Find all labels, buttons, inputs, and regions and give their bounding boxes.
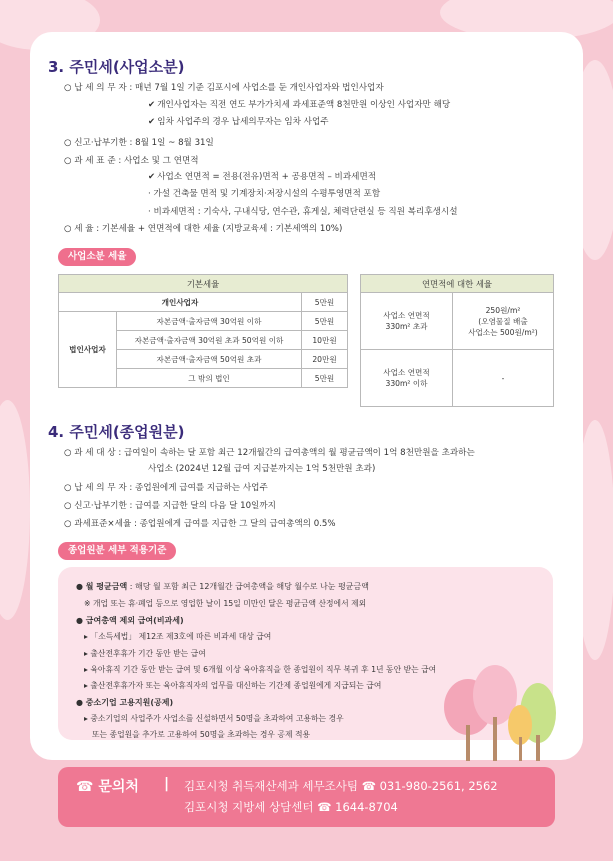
excl-title: ● 급여총액 제외 급여(비과세) (76, 616, 184, 625)
corp-row-label: 자본금액·출자금액 30억원 이하 (117, 312, 302, 331)
check-icon: ✔ (148, 172, 156, 182)
standard-text: 사업소 및 그 연면적 (124, 156, 199, 166)
sme-title: ● 중소기업 고용지원(공제) (76, 698, 174, 707)
avg-note: ※ 개업 또는 휴·폐업 등으로 영업한 날이 15일 미만인 달은 평균금액 산정에서 제외 (84, 599, 367, 608)
excl-item: ▸ 출산전후휴가자 또는 육아휴직자의 업무를 대신하는 기간제 종업원에게 지급되는 급여 (84, 681, 382, 690)
target-label: ○ 과 세 대 상 : (64, 448, 124, 458)
area-row1-label-b: 330m² 초과 (385, 322, 428, 331)
blossom-decoration (0, 400, 30, 620)
standard-label: ○ 과 세 표 준 : (64, 156, 124, 166)
contact-line-1: 김포시청 취득재산세과 세무조사팀 ☎ 031-980-2561, 2562 (184, 779, 498, 793)
area-row2-label-a: 사업소 연면적 (383, 368, 430, 377)
basic-rate-header: 기본세율 (59, 275, 348, 293)
excl-item: ▸ 육아휴직 기간 동안 받는 급여 및 6개월 이상 육아휴직을 한 종업원이 직무 복귀 후 1년 동안 받는 급여 (84, 665, 437, 674)
area-row2-label-b: 330m² 이하 (385, 379, 428, 388)
tree-illustration (440, 665, 570, 765)
area-row1-value (453, 293, 554, 350)
taxpayer-note-2-text: 임차 사업주의 경우 납세의무자는 임차 사업주 (157, 117, 329, 127)
excl-item: ▸ 출산전후휴가 기간 동안 받는 급여 (84, 649, 206, 658)
standard-note-3: · 비과세면적 : 기숙사, 구내식당, 연수관, 휴게실, 체력단련실 등 직원 복리후생시설 (148, 207, 458, 217)
excl-item: ▸ 「소득세법」 제12조 제3호에 따른 비과세 대상 급여 (84, 632, 272, 641)
rate-pill: 사업소분 세율 (58, 248, 136, 266)
criteria-pill: 종업원분 세부 적용기준 (58, 542, 176, 560)
corp-row-label: 그 밖의 법인 (117, 369, 302, 388)
section4-period: ○ 신고·납부기한 : 급여를 지급한 달의 다음 달 10일까지 (64, 501, 276, 511)
check-icon: ✔ (148, 117, 156, 127)
sme-text-1: ▸ 중소기업의 사업주가 사업소를 신설하면서 50명을 초과하여 고용하는 경우 (84, 714, 344, 723)
corp-row-value: 5만원 (302, 369, 348, 388)
avg-line (76, 581, 369, 593)
standard-note-2: · 가설 건축물 면적 및 기계장치·저장시설의 수평투영면적 포함 (148, 189, 381, 199)
section4-title: 4. 주민세(종업원분) (48, 423, 185, 441)
section3-standard (64, 155, 199, 167)
basic-rate-table (58, 274, 348, 388)
standard-note-1-text: 사업소 연면적 = 전용(전유)면적 + 공용면적 – 비과세면적 (157, 172, 377, 182)
corp-row-label: 자본금액·출자금액 50억원 초과 (117, 350, 302, 369)
corp-row-value: 5만원 (302, 312, 348, 331)
standard-note-1 (148, 171, 376, 183)
check-icon: ✔ (148, 100, 156, 110)
area-row2-label (361, 350, 453, 407)
individual-value: 5만원 (302, 293, 348, 312)
area-rate-header: 연면적에 대한 세율 (361, 275, 554, 293)
section4-standard: ○ 과세표준×세율 : 종업원에게 급여를 지급한 그 달의 급여총액의 0.5% (64, 519, 336, 529)
contact-bar (58, 767, 555, 827)
section3-rate: ○ 세 율 : 기본세율 + 연면적에 대한 세율 (지방교육세 : 기본세액의 10%) (64, 224, 343, 234)
taxpayer-note-2 (148, 116, 329, 128)
taxpayer-note-1 (148, 99, 450, 111)
area-row1-label-a: 사업소 연면적 (383, 311, 430, 320)
contact-divider: | (164, 776, 170, 792)
taxpayer-label: ○ 납 세 의 무 자 : (64, 83, 136, 93)
section4-target-2: 사업소 (2024년 12월 급여 지급분까지는 1억 5천만원 초과) (148, 464, 376, 474)
area-row1-value-b: (오염물질 배출 (478, 316, 528, 326)
taxpayer-text: 매년 7월 1일 기준 김포시에 사업소를 둔 개인사업자와 법인사업자 (135, 83, 384, 93)
target-text: 급여일이 속하는 달 포함 최근 12개월간의 급여총액의 월 평균금액이 1억 8천만원을 초과하는 (124, 448, 475, 458)
individual-label: 개인사업자 (59, 293, 302, 312)
area-rate-table (360, 274, 554, 407)
corp-row-label: 자본금액·출자금액 30억원 초과 50억원 이하 (117, 331, 302, 350)
taxpayer-note-1-text: 개인사업자는 직전 연도 부가가치세 과세표준액 8천만원 이상인 사업자만 해당 (157, 100, 451, 110)
corp-row-value: 10만원 (302, 331, 348, 350)
section4-taxpayer: ○ 납 세 의 무 자 : 종업원에게 급여를 지급하는 사업주 (64, 483, 268, 493)
avg-title: ● 월 평균금액 (76, 582, 128, 591)
sme-text-2: 또는 종업원을 추가로 고용하여 50명을 초과하는 경우 공제 적용 (92, 730, 311, 739)
section3-taxpayer (64, 82, 384, 94)
section3-title: 3. 주민세(사업소분) (48, 58, 185, 76)
corp-row-value: 20만원 (302, 350, 348, 369)
area-row1-value-a: 250원/m² (485, 305, 521, 315)
avg-text: : 해당 월 포함 최근 12개월간 급여총액을 해당 월수로 나눈 평균금액 (127, 582, 369, 591)
contact-label: ☎ 문의처 (76, 779, 139, 795)
area-row1-label (361, 293, 453, 350)
section3-period: ○ 신고·납부기한 : 8월 1일 ~ 8월 31일 (64, 138, 214, 148)
area-row2-value: - (453, 350, 554, 407)
area-row1-value-c: 사업소는 500원/m²) (468, 327, 538, 337)
section4-target (64, 447, 475, 459)
contact-line-2: 김포시청 지방세 상담센터 ☎ 1644-8704 (184, 800, 398, 814)
corp-label: 법인사업자 (59, 312, 117, 388)
